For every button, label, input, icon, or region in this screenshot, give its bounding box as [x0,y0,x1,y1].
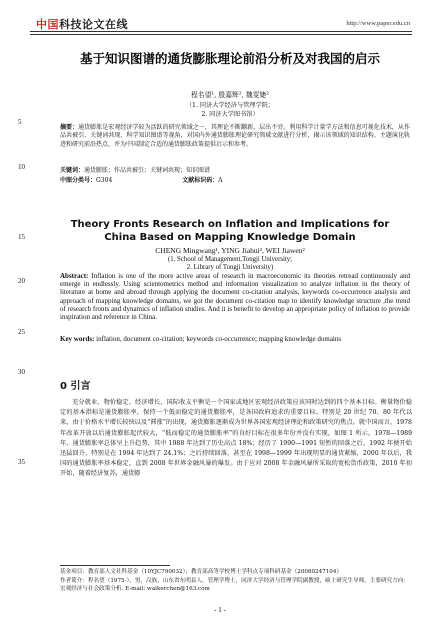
abstract-en-label: Abstract: [60,272,89,280]
authors-cn: 程名望¹, 殷嘉辉², 魏雯婕² [191,91,269,99]
footnote-author-bio: 作者简介：程名望（1975-），男，汉族，山东省东明县人，管理学博士，同济大学经济与管理学院副教授，硕士研究生导师，主要研究方向：宏观经济与社会政策分析. E-mail: walkerchen@163.com [60,578,409,592]
keywords-cn: 关键词：通货膨胀；作品共被引；关键词共现；知识图谱 [60,167,211,174]
affiliation-en-2: 2. Library of Tongji University) [186,264,274,271]
paper-title-en: Theory Fronts Research on Inflation and Implications for China Based on Mapping Knowledge Domain [70,219,390,243]
line-number: 25 [18,328,25,336]
abstract-cn: 摘要：通货膨胀是宏观经济学较为活跃的研究领域之一，其理论不断翻新，层出不穷。利用科学计量学方法和信息可视化技术，从作品共被引、关键词共现、科学知识图谱等视角，对国内外通货膨胀理论研究领域文献进行分析，揭示该领域的知识结构、主题演化轨迹和研究前沿热点，并为中国制定合适的通货膨胀政策提供启示和参考。 [60,124,410,148]
authors-en: CHENG Mingwang¹, YING Jiahui², WEI Jiawen² [155,246,305,255]
paper-title-cn: 基于知识图谱的通货膨胀理论前沿分析及对我国的启示 [79,51,380,66]
header-rule-thin [30,34,412,35]
affiliation-en-1: (1. School of Management,Tongji University; [167,256,293,263]
footnote-funding: 基金项目：教育部人文社科基金（10YJC790032）；教育部高等学校博士学科点专项科研基金（20080247104） [60,569,343,575]
line-number: 35 [18,458,25,466]
line-number: 30 [18,368,25,376]
footnote-rule [60,565,170,566]
section-heading: 0 引言 [60,381,91,392]
abstract-en: Abstract: Inflation is one of the more active areas of research in macroeconomic its theories retread continuously and emerge in endlessly. Using scientometrics method and information visualization to analyze inflation in the theory of literature at home and abroad through applying the document co-citation analysis, keywords co-occurrence analysis and approach of mapping knowledge domains, we got the document co-citation map to identify knowledge structure ,the trend of research fronts and dynamics of inflation studies. And it is benefit to develop an appropriate policy of inflation to provide inspiration and reference in China. [60,272,410,322]
line-number: 20 [18,277,25,285]
keywords-cn-label: 关键词： [60,167,85,174]
line-number: 15 [18,233,25,241]
keywords-en: Key words: inflation, document co-citation; keywords co-occurrence; mapping knowledge domains [60,335,342,343]
keywords-en-label: Key words: [60,335,95,343]
header-rule [30,31,412,32]
page-number: - 1 - [214,606,226,614]
affiliation-cn-1: （1. 同济大学经济与管理学院； [185,102,275,109]
affiliation-cn-2: 2. 同济大学图书馆） [201,111,259,118]
classification-line: 中图分类号：G304 文献标识码：A [60,177,223,184]
line-number: 5 [18,118,22,126]
line-number: 10 [18,163,25,171]
site-url[interactable]: http://www.paper.edu.cn [346,20,410,27]
site-logo: 中国科技论文在线 [36,18,128,31]
abstract-cn-label: 摘要： [60,124,79,131]
body-paragraph: 充分就业、物价稳定、经济增长、国际收支平衡是一个国家或地区宏观经济政策应该同时达到的四个基本目标。衡量物价稳定的基本指标是通货膨胀率，保持一个低而稳定的通货膨胀率，是各国政府追求的重要目标。特别是 20 世纪 70、80 年代以来，由于价格水平增长较快以及“滞涨”的出现，通货膨胀逐渐成为世界各国宏观经济理论和政策研究的焦点。就中国而言，1978 年改革开放以后通货膨胀起伏较大，“低而稳定的通货膨胀率”的良好目标在很多年份并没有实现，如图 1 所示，1978—1989 年，通货膨胀率总体呈上升趋势，其中 1988 年达到了历史高点 18%；经历了 1990—1991 短暂的回落之后，1992 年便开始迅猛回升，特别是在 1994 年达到了 24.1%；之后持续回落，甚至在 1998—1999 年出现明显的通货紧缩，2000 年以后，我国的通货膨胀率基本稳定，直到 2008 年世界金融风暴的爆发。由于应对 2008 年金融风暴所采取的宽松货币政策，2010 年初开始，随着经济复苏，通货膨 [60,399,412,478]
